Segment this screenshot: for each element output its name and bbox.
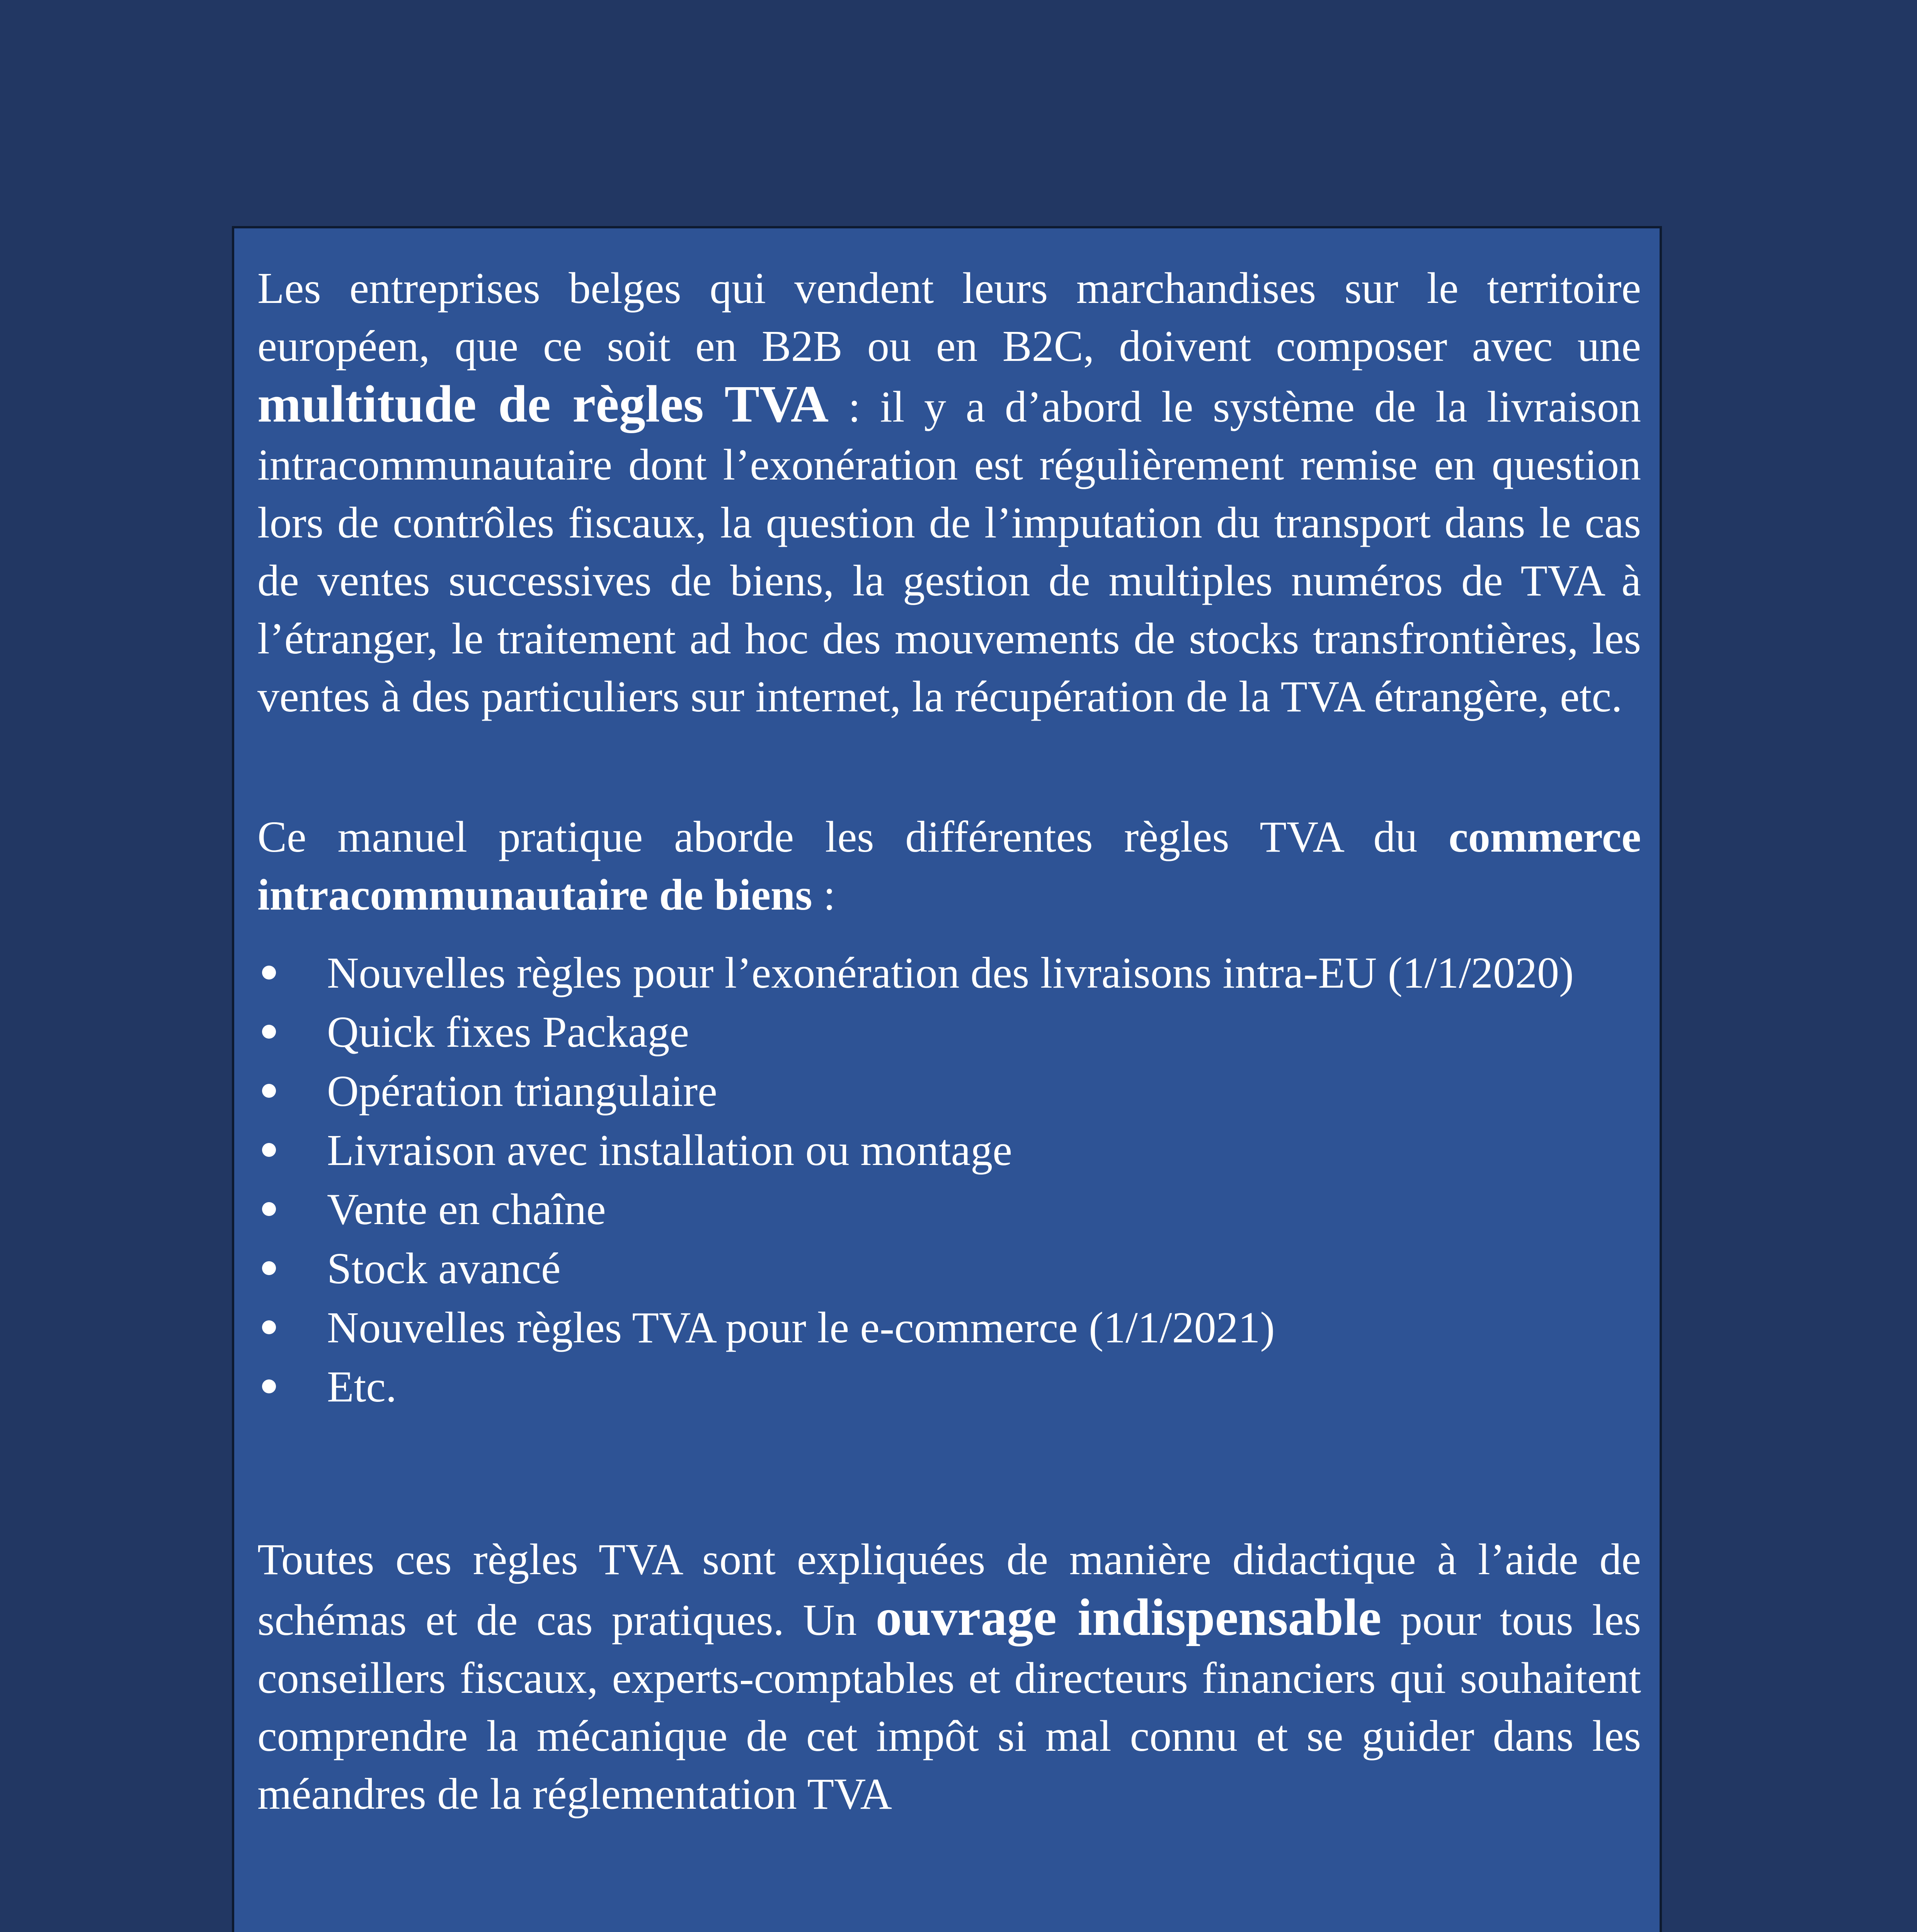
back-cover-text-panel (232, 226, 1662, 1932)
audience-text-end: pour tous les conseillers fiscaux, experts-comptables et directeurs financiers qui souhaitent comprendre la mécanique de cet impôt si mal connu et se guider dans les méandres de la réglementation TVA (257, 1595, 1641, 1818)
list-item (257, 943, 1641, 1002)
bullet-icon (262, 1320, 276, 1334)
bullet-icon (262, 1143, 276, 1157)
list-item-label: Opération triangulaire (327, 1066, 717, 1116)
list-item-label: Stock avancé (327, 1244, 561, 1293)
topics-list (257, 943, 1641, 1416)
manual-paragraph (257, 808, 1641, 924)
audience-emphasis: ouvrage indispensable (875, 1588, 1382, 1646)
list-item-label: Nouvelles règles pour l’exonération des livraisons intra-EU (1/1/2020) (327, 948, 1574, 997)
list-item (257, 1061, 1641, 1121)
intro-emphasis: multitude de règles TVA (257, 375, 829, 433)
bullet-icon (262, 1202, 276, 1216)
bullet-icon (262, 1084, 276, 1098)
list-item-label: Nouvelles règles TVA pour le e-commerce (1/1/2021) (327, 1303, 1275, 1352)
list-item-label: Quick fixes Package (327, 1007, 689, 1056)
intro-text-end: : il y a d’abord le système de la livraison intracommunautaire dont l’exonération est régulièrement remise en question lors de contrôles fiscaux, la question de l’imputation du transport dans le cas de ventes successives de biens, la gestion de multiples numéros de TVA à l’étranger, le traitement ad hoc des mouvements de stocks transfrontières, les ventes à des particuliers sur internet, la récupération de la TVA étrangère, etc. (257, 382, 1641, 721)
bullet-icon (262, 1379, 276, 1393)
intro-text-start: Les entreprises belges qui vendent leurs marchandises sur le territoire européen, que ce soit en B2B ou en B2C, doivent composer avec une (257, 264, 1641, 371)
bullet-icon (262, 1261, 276, 1275)
list-item (257, 1298, 1641, 1357)
list-item-label: Livraison avec installation ou montage (327, 1126, 1012, 1175)
intro-paragraph (257, 259, 1641, 726)
list-item (257, 1357, 1641, 1416)
bullet-icon (262, 1025, 276, 1039)
list-item (257, 1002, 1641, 1061)
list-item-label: Vente en chaîne (327, 1185, 606, 1234)
manual-text-start: Ce manuel pratique aborde les différentes règles TVA du (257, 812, 1449, 861)
list-item (257, 1121, 1641, 1180)
bullet-icon (262, 966, 276, 980)
list-item (257, 1239, 1641, 1298)
audience-paragraph (257, 1531, 1641, 1823)
manual-text-end: : (812, 870, 836, 919)
audience-text-start: Toutes ces règles TVA sont expliquées de manière didactique à l’aide de schémas et de cas pratiques. Un (257, 1535, 1641, 1645)
manual-emphasis: commerce intracommunautaire de biens (257, 812, 1641, 919)
list-item-label: Etc. (327, 1362, 397, 1411)
list-item (257, 1180, 1641, 1239)
